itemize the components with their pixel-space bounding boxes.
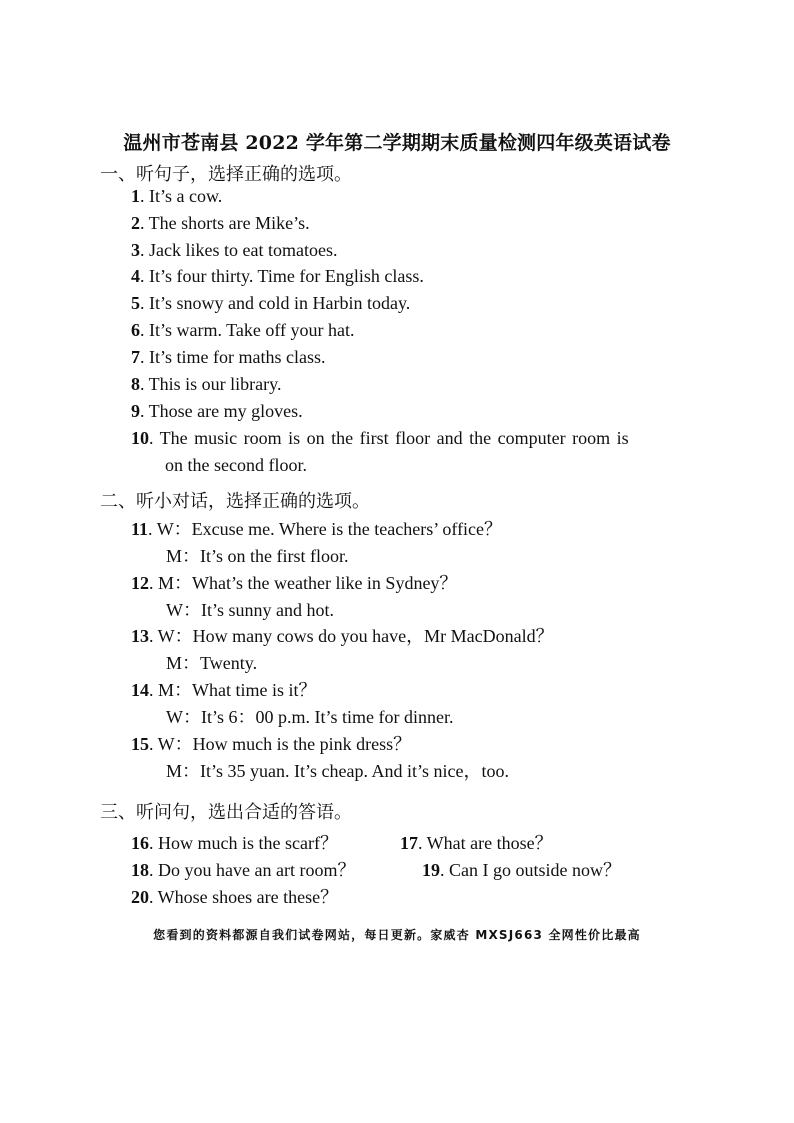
question-text: . This is our library. bbox=[140, 374, 282, 394]
question-number: 6 bbox=[131, 320, 140, 340]
dialogue-14-line-2: W：It’s 6：00 p.m. It’s time for dinner. bbox=[166, 707, 454, 727]
dialogue-13-line-2: M：Twenty. bbox=[166, 653, 258, 673]
question-16 bbox=[131, 829, 338, 855]
question-text: . It’s a cow. bbox=[140, 186, 223, 206]
question-text: . Whose shoes are these？ bbox=[149, 887, 339, 907]
dialogue-text: . W：How much is the pink dress？ bbox=[149, 734, 412, 754]
question-number: 15 bbox=[131, 734, 149, 754]
question-number: 4 bbox=[131, 266, 140, 286]
footer-notice: 您看到的资料都源自我们试卷网站，每日更新。家威杏 MXSJ663 全网性价比最高 bbox=[153, 928, 641, 942]
dialogue-text: . W：Excuse me. Where is the teachers’ office？ bbox=[148, 519, 503, 539]
question-text: . Those are my gloves. bbox=[140, 401, 303, 421]
dialogue-text: . M：What’s the weather like in Sydney？ bbox=[149, 573, 458, 593]
question-8 bbox=[131, 374, 282, 395]
dialogue-12-line-1 bbox=[131, 569, 457, 595]
question-number: 18 bbox=[131, 860, 149, 880]
section-2-heading: 二、听小对话，选择正确的选项。 bbox=[100, 491, 370, 512]
question-10-continuation: on the second floor. bbox=[165, 455, 307, 475]
question-number: 11 bbox=[131, 519, 149, 539]
question-number: 7 bbox=[131, 347, 140, 367]
question-text: . Can I go outside now？ bbox=[440, 860, 621, 880]
question-number: 13 bbox=[131, 626, 149, 646]
question-number: 1 bbox=[131, 186, 140, 206]
dialogue-15-line-2: M：It’s 35 yuan. It’s cheap. And it’s nice，too. bbox=[166, 761, 509, 781]
question-10 bbox=[131, 428, 629, 449]
question-20 bbox=[131, 883, 338, 909]
dialogue-text: . W：How many cows do you have，Mr MacDonald？ bbox=[149, 626, 554, 646]
question-number: 9 bbox=[131, 401, 140, 421]
question-number: 3 bbox=[131, 240, 140, 260]
question-3 bbox=[131, 240, 337, 261]
question-text: . Do you have an art room？ bbox=[149, 860, 356, 880]
question-5 bbox=[131, 293, 410, 314]
question-text: . The shorts are Mike’s. bbox=[140, 213, 310, 233]
dialogue-12-line-2: W：It’s sunny and hot. bbox=[166, 600, 334, 620]
question-text: . It’s snowy and cold in Harbin today. bbox=[140, 293, 411, 313]
question-number: 16 bbox=[131, 833, 149, 853]
question-2 bbox=[131, 213, 310, 234]
question-1 bbox=[131, 186, 222, 207]
question-text: . What are those？ bbox=[418, 833, 553, 853]
question-text: . It’s warm. Take off your hat. bbox=[140, 320, 355, 340]
question-number: 8 bbox=[131, 374, 140, 394]
dialogue-11-line-2: M：It’s on the first floor. bbox=[166, 546, 349, 566]
dialogue-13-line-1 bbox=[131, 622, 554, 648]
question-18 bbox=[131, 856, 355, 882]
question-17 bbox=[400, 829, 553, 855]
question-number: 5 bbox=[131, 293, 140, 313]
question-text: . How much is the scarf？ bbox=[149, 833, 338, 853]
dialogue-14-line-1 bbox=[131, 676, 316, 702]
question-text: . It’s time for maths class. bbox=[140, 347, 326, 367]
exam-title: 温州市苍南县 2022 学年第二学期期末质量检测四年级英语试卷 bbox=[123, 132, 671, 154]
question-number: 17 bbox=[400, 833, 418, 853]
question-number: 10 bbox=[131, 428, 149, 448]
section-1-heading: 一、听句子，选择正确的选项。 bbox=[100, 164, 352, 185]
question-4 bbox=[131, 266, 424, 287]
question-text: . The music room is on the first floor and the computer room is bbox=[149, 428, 629, 448]
question-text: . Jack likes to eat tomatoes. bbox=[140, 240, 338, 260]
question-number: 12 bbox=[131, 573, 149, 593]
dialogue-11-line-1 bbox=[131, 515, 502, 541]
question-number: 14 bbox=[131, 680, 149, 700]
dialogue-15-line-1 bbox=[131, 730, 411, 756]
question-7 bbox=[131, 347, 325, 368]
question-number: 20 bbox=[131, 887, 149, 907]
question-number: 2 bbox=[131, 213, 140, 233]
question-text: . It’s four thirty. Time for English class. bbox=[140, 266, 424, 286]
question-9 bbox=[131, 401, 303, 422]
question-19 bbox=[422, 856, 621, 882]
dialogue-text: . M：What time is it？ bbox=[149, 680, 317, 700]
section-3-heading: 三、听问句，选出合适的答语。 bbox=[100, 802, 352, 823]
question-number: 19 bbox=[422, 860, 440, 880]
question-6 bbox=[131, 320, 355, 341]
